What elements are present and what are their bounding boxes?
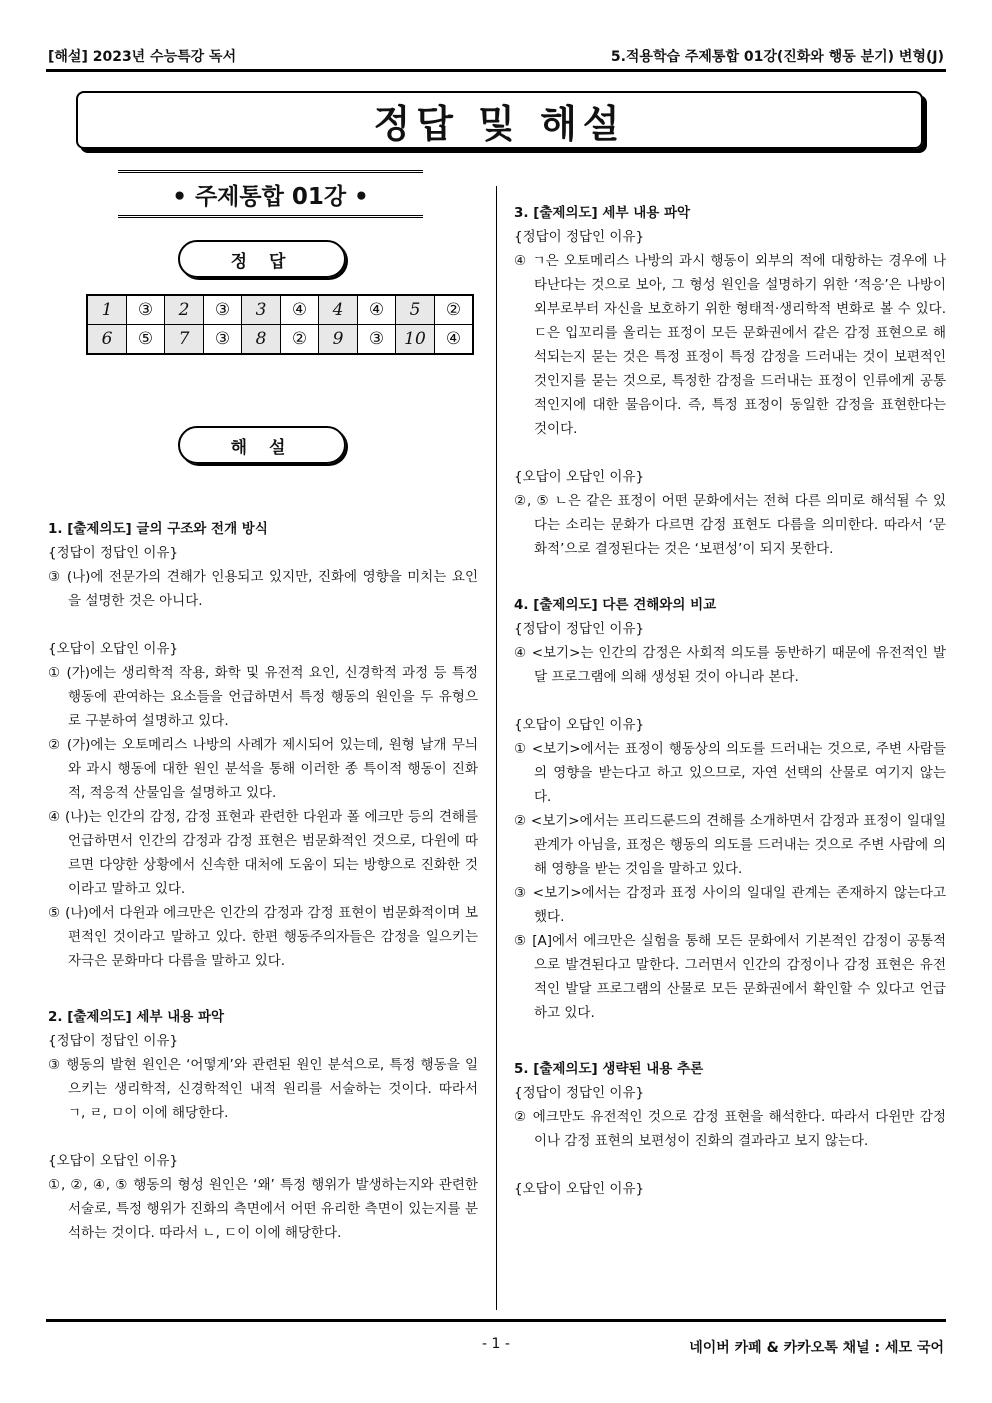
question-2-title: 2. [출제의도] 세부 내용 파악 bbox=[48, 1009, 225, 1025]
answer-row bbox=[87, 295, 473, 325]
explanation-label: 해 설 bbox=[178, 426, 346, 464]
correct-reason: ③ (나)에 전문가의 견해가 인용되고 있지만, 진화에 영향을 미치는 요인을 설명한 것은 아니다. bbox=[48, 569, 478, 609]
answer-value: ④ bbox=[358, 295, 396, 325]
correct-reason: ② 에크만도 유전적인 것으로 감정 표현을 해석한다. 따라서 다윈만 감정이나 감정 표현의 보편성이 진화의 결과라고 보지 않는다. bbox=[514, 1109, 946, 1149]
header-left: [해설] 2023년 수능특강 독서 bbox=[48, 49, 237, 65]
answer-value: ③ bbox=[127, 295, 165, 325]
wrong-reason-label: {오답이 오답인 이유} bbox=[514, 469, 645, 485]
section-title: • 주제통합 01강 • bbox=[118, 170, 423, 218]
answer-value: ② bbox=[281, 325, 319, 355]
left-column bbox=[48, 517, 478, 1245]
question-5-title: 5. [출제의도] 생략된 내용 추론 bbox=[514, 1061, 704, 1077]
page-number: - 1 - bbox=[482, 1336, 510, 1352]
correct-reason-label: {정답이 정답인 이유} bbox=[514, 1085, 645, 1101]
wrong-reason: ⑤ (나)에서 다윈과 에크만은 인간의 감정과 감정 표현이 범문화적이며 보편적인 것이라고 말하고 있다. 한편 행동주의자들은 감정을 일으키는 자극은 문화마다 다름을 말하고 있다. bbox=[48, 905, 478, 969]
footer-rule bbox=[46, 1319, 946, 1322]
answer-num: 9 bbox=[319, 325, 358, 355]
answer-num: 7 bbox=[165, 325, 204, 355]
answer-row bbox=[87, 325, 473, 355]
column-divider bbox=[496, 186, 497, 1310]
answer-value: ④ bbox=[281, 295, 319, 325]
page-title: 정답 및 해설 bbox=[76, 91, 923, 149]
correct-reason-label: {정답이 정답인 이유} bbox=[514, 229, 645, 245]
wrong-reason: ①, ②, ④, ⑤ 행동의 형성 원인은 ‘왜’ 특정 행위가 발생하는지와 관련한 서술로, 특정 행위가 진화의 측면에서 어떤 유리한 측면이 있는지를 분석하는 것이다. 따라서 ㄴ, ㄷ이 이에 해당한다. bbox=[48, 1177, 478, 1241]
answer-value: ② bbox=[435, 295, 474, 325]
answer-value: ⑤ bbox=[127, 325, 165, 355]
wrong-reason: ② <보기>에서는 프리드룬드의 견해를 소개하면서 감정과 표정이 일대일 관계가 아님을, 표정은 행동의 의도를 드러내는 것으로 주변 사람에 의해 영향을 받는 것임을 말하고 있다. bbox=[514, 813, 946, 877]
wrong-reason: ① (가)에는 생리학적 작용, 화학 및 유전적 요인, 신경학적 과정 등 특정 행동에 관여하는 요소들을 언급하면서 특정 행동의 원인을 두 유형으로 구분하여 설명하고 있다. bbox=[48, 665, 478, 729]
wrong-reason-label: {오답이 오답인 이유} bbox=[514, 1181, 645, 1197]
question-4-title: 4. [출제의도] 다른 견해와의 비교 bbox=[514, 597, 717, 613]
answer-num: 6 bbox=[87, 325, 127, 355]
answer-value: ③ bbox=[204, 295, 242, 325]
wrong-reason-label: {오답이 오답인 이유} bbox=[48, 1153, 179, 1169]
answer-num: 5 bbox=[396, 295, 435, 325]
answer-table bbox=[86, 294, 474, 355]
question-3-title: 3. [출제의도] 세부 내용 파악 bbox=[514, 205, 691, 221]
answer-num: 3 bbox=[242, 295, 281, 325]
answers-label: 정 답 bbox=[178, 240, 346, 278]
header-rule bbox=[46, 69, 946, 72]
answer-num: 2 bbox=[165, 295, 204, 325]
answer-value: ③ bbox=[204, 325, 242, 355]
wrong-reason-label: {오답이 오답인 이유} bbox=[514, 717, 645, 733]
correct-reason: ③ 행동의 발현 원인은 ‘어떻게’와 관련된 원인 분석으로, 특정 행동을 일으키는 생리학적, 신경학적인 내적 원리를 서술하는 것이다. 따라서 ㄱ, ㄹ, ㅁ이 이에 해당한다. bbox=[48, 1057, 478, 1121]
answer-value: ③ bbox=[358, 325, 396, 355]
answer-num: 4 bbox=[319, 295, 358, 325]
answer-value: ④ bbox=[435, 325, 474, 355]
correct-reason: ④ <보기>는 인간의 감정은 사회적 의도를 동반하기 때문에 유전적인 발달 프로그램에 의해 생성된 것이 아니라 본다. bbox=[514, 645, 946, 685]
correct-reason: ④ ㄱ은 오토메리스 나방의 과시 행동이 외부의 적에 대항하는 경우에 나타난다는 것으로 보아, 그 형성 원인을 설명하기 위한 ‘적응’은 나방이 외부로부터 자신을 보호하기 위한 형태적·생리학적 변화로 볼 수 있다. ㄷ은 입꼬리를 올리는 표정이 모든 문화권에서 같은 감정 표현으로 해석되는지 묻는 것은 특정 표정이 특정 감정을 드러내는 것이 보편적인 것인지를 묻는 것으로, 특정한 감정을 드러내는 표정이 인류에게 공통적인지에 대한 물음이다. 즉, 특정 표정이 동일한 감정을 표현한다는 것이다. bbox=[514, 253, 946, 437]
wrong-reason: ④ (나)는 인간의 감정, 감정 표현과 관련한 다윈과 폴 에크만 등의 견해를 언급하면서 인간의 감정과 감정 표현은 범문화적인 것으로, 다윈에 따르면 다양한 상황에서 신속한 대처에 도움이 되는 방향으로 진화한 것이라고 말하고 있다. bbox=[48, 809, 478, 897]
header-right: 5.적용학습 주제통합 01강(진화와 행동 분기) 변형(J) bbox=[610, 49, 944, 65]
correct-reason-label: {정답이 정답인 이유} bbox=[48, 545, 179, 561]
wrong-reason: ②, ⑤ ㄴ은 같은 표정이 어떤 문화에서는 전혀 다른 의미로 해석될 수 있다는 소리는 문화가 다르면 감정 표현도 다름을 의미한다. 따라서 ‘문화적’으로 결정된다는 것은 ‘보편성’이 되지 못한다. bbox=[514, 493, 946, 557]
correct-reason-label: {정답이 정답인 이유} bbox=[48, 1033, 179, 1049]
footer-credit: 네이버 카페 & 카카오톡 채널 : 세모 국어 bbox=[689, 1340, 944, 1356]
wrong-reason-label: {오답이 오답인 이유} bbox=[48, 641, 179, 657]
answer-num: 10 bbox=[396, 325, 435, 355]
wrong-reason: ③ <보기>에서는 감정과 표정 사이의 일대일 관계는 존재하지 않는다고 했다. bbox=[514, 885, 946, 925]
right-column bbox=[514, 201, 946, 1201]
question-1-title: 1. [출제의도] 글의 구조와 전개 방식 bbox=[48, 521, 268, 537]
wrong-reason: ① <보기>에서는 표정이 행동상의 의도를 드러내는 것으로, 주변 사람들의 영향을 받는다고 하고 있으므로, 자연 선택의 산물로 여기지 않는다. bbox=[514, 741, 946, 805]
correct-reason-label: {정답이 정답인 이유} bbox=[514, 621, 645, 637]
answer-num: 8 bbox=[242, 325, 281, 355]
wrong-reason: ② (가)에는 오토메리스 나방의 사례가 제시되어 있는데, 원형 날개 무늬와 과시 행동에 대한 원인 분석을 통해 이러한 종 특이적 행동이 진화적, 적응적 산물임을 설명하고 있다. bbox=[48, 737, 478, 801]
wrong-reason: ⑤ [A]에서 에크만은 실험을 통해 모든 문화에서 기본적인 감정이 공통적으로 발견된다고 말한다. 그러면서 인간의 감정이나 감정 표현은 유전적인 발달 프로그램의 산물로 모든 문화권에서 확인할 수 있다고 언급하고 있다. bbox=[514, 933, 946, 1021]
answer-num: 1 bbox=[87, 295, 127, 325]
